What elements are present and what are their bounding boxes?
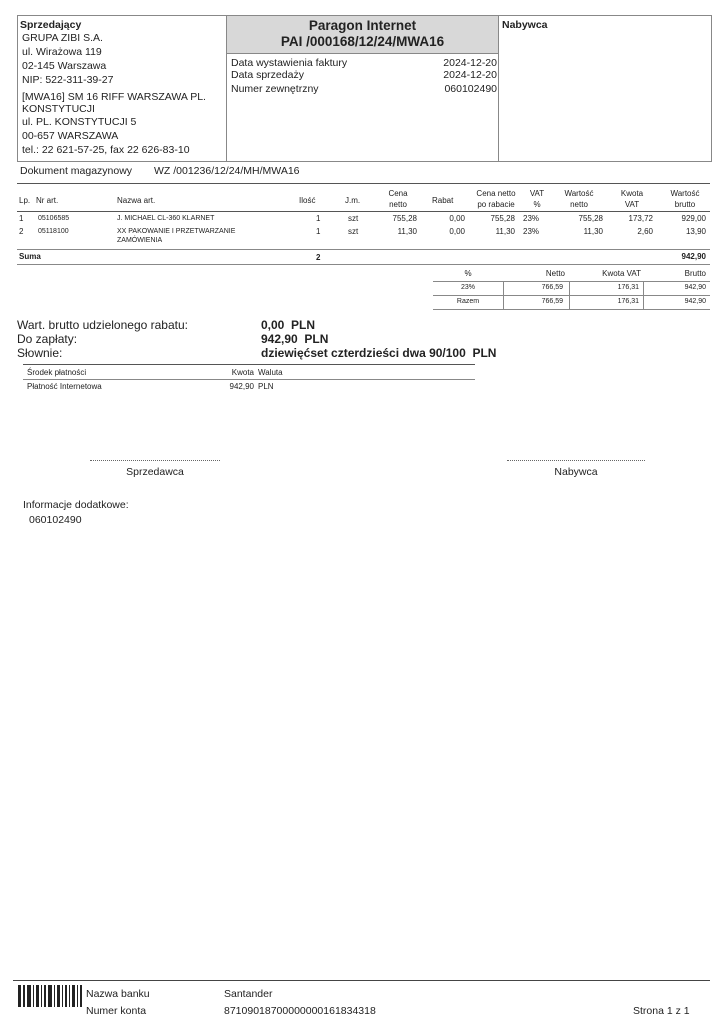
cell-vat-amount: 173,72: [628, 214, 653, 223]
table-border: [433, 309, 710, 310]
seller-phone: tel.: 22 621-57-25, fax 22 626-83-10: [22, 144, 190, 156]
cell-nr: 05106585: [38, 215, 70, 222]
payment-table: [23, 364, 475, 396]
vat-gross: 942,90: [684, 284, 706, 291]
external-number-label: Numer zewnętrzny: [231, 83, 319, 95]
table-row: [433, 283, 710, 294]
seller-label: Sprzedający: [20, 19, 82, 31]
cell-lp: 2: [19, 227, 24, 236]
table-border: [433, 281, 710, 282]
page-label: Strona: [633, 1005, 664, 1017]
seller-branch: [MWA16] SM 16 RIFF WARSZAWA PL.: [22, 91, 206, 103]
page-of: z: [675, 1005, 681, 1017]
table-border: [23, 364, 475, 365]
table-border: [433, 295, 710, 296]
signature-line-buyer: [507, 460, 645, 461]
barcode-icon: [18, 985, 82, 1007]
payment-col-method: Środek płatności: [27, 368, 87, 377]
cell-price: 11,30: [397, 227, 417, 236]
discount-label: Wart. brutto udzielonego rabatu:: [17, 318, 188, 332]
col-header-discount: Rabat: [432, 196, 454, 205]
page-current: 1: [666, 1005, 673, 1017]
sale-date: 2024-12-20: [443, 69, 497, 81]
additional-info-value: 060102490: [29, 514, 82, 526]
table-row: [17, 214, 710, 225]
vat-amount: 176,31: [617, 298, 639, 305]
additional-info-label: Informacje dodatkowe:: [23, 499, 129, 511]
amount-words-value: dziewięćset czterdzieści dwa 90/100 PLN: [261, 346, 497, 360]
buyer-label: Nabywca: [502, 19, 548, 31]
table-border: [23, 379, 475, 380]
seller-name: GRUPA ZIBI S.A.: [22, 32, 103, 44]
col-header-nr: Nr art.: [36, 196, 59, 205]
vat-rate: 23%: [460, 284, 475, 291]
vat-col-vat: Kwota VAT: [602, 269, 641, 278]
sum-label: Suma: [19, 252, 41, 261]
cell-qty: 1: [316, 214, 321, 223]
table-row: [433, 297, 710, 308]
vat-col-gross: Brutto: [684, 269, 706, 278]
col-header-net: netto: [570, 200, 588, 209]
cell-name: ZAMÓWIENIA: [117, 237, 163, 244]
vat-col-rate: %: [464, 269, 472, 278]
vat-net: 766,59: [541, 298, 563, 305]
cell-name: XX PAKOWANIE I PRZETWARZANIE: [117, 228, 236, 235]
cell-discounted-price: 755,28: [490, 214, 515, 223]
payment-currency: PLN: [258, 382, 274, 391]
cell-discount: 0,00: [449, 227, 465, 236]
amount-due-label: Do zapłaty:: [17, 332, 78, 346]
col-header-price: Cena: [388, 189, 408, 198]
account-number: 87109018700000000161834318: [224, 1005, 376, 1017]
vat-amount: 176,31: [617, 284, 639, 291]
cell-discounted-price: 11,30: [495, 227, 515, 236]
discount-value: 0,00 PLN: [261, 318, 316, 332]
payment-method: Płatność Internetowa: [27, 382, 102, 391]
vat-gross: 942,90: [684, 298, 706, 305]
vat-col-net: Netto: [545, 269, 565, 278]
cell-vat-amount: 2,60: [637, 227, 653, 236]
col-header-gross: brutto: [674, 200, 696, 209]
cell-gross: 13,90: [685, 227, 706, 236]
cell-discount: 0,00: [449, 214, 465, 223]
table-row: [17, 227, 710, 247]
col-header-name: Nazwa art.: [117, 196, 156, 205]
col-header-vat: VAT: [529, 189, 545, 198]
cell-name: J. MICHAEL CL-360 KLARNET: [117, 215, 215, 222]
table-border: [17, 249, 710, 250]
seller-nip: NIP: 522-311-39-27: [22, 74, 114, 86]
divider: [503, 281, 504, 310]
issue-date-label: Data wystawienia faktury: [231, 57, 348, 69]
cell-net: 755,28: [578, 214, 603, 223]
cell-unit: szt: [348, 214, 359, 223]
divider: [643, 281, 644, 310]
warehouse-doc-number: WZ /001236/12/24/MH/MWA16: [154, 165, 300, 177]
payment-col-currency: Waluta: [258, 368, 283, 377]
issue-date: 2024-12-20: [443, 57, 497, 69]
col-header-net: Wartość: [564, 189, 594, 198]
cell-qty: 1: [316, 227, 321, 236]
seller-branch: KONSTYTUCJI: [22, 103, 95, 115]
page-total: 1: [683, 1005, 690, 1017]
vat-net: 766,59: [541, 284, 563, 291]
amount-due-value: 942,90 PLN: [261, 332, 329, 346]
bank-name-label: Nazwa banku: [86, 988, 150, 1000]
vat-summary-table: [433, 266, 710, 311]
col-header-lp: Lp.: [19, 196, 31, 205]
seller-city: 02-145 Warszawa: [22, 60, 107, 72]
cell-lp: 1: [19, 214, 24, 223]
cell-price: 755,28: [392, 214, 417, 223]
col-header-qty: Ilość: [299, 196, 316, 205]
warehouse-doc-label: Dokument magazynowy: [20, 165, 133, 177]
divider: [569, 281, 570, 310]
sum-gross: 942,90: [681, 252, 706, 261]
col-header-vat-amount: Kwota: [620, 189, 644, 198]
receipt-number: PAI /000168/12/24/MWA16: [280, 34, 445, 49]
seller-street: ul. Wirażowa 119: [22, 46, 102, 58]
cell-vat: 23%: [523, 227, 540, 236]
bank-name: Santander: [224, 988, 273, 1000]
external-number: 060102490: [444, 83, 497, 95]
amount-words-label: Słownie:: [17, 346, 63, 360]
cell-gross: 929,00: [681, 214, 706, 223]
footer-divider: [13, 980, 710, 981]
sum-qty: 2: [316, 253, 321, 262]
signature-buyer-label: Nabywca: [554, 466, 598, 478]
signature-seller-label: Sprzedawca: [126, 466, 184, 478]
seller-branch-street: ul. PL. KONSTYTUCJI 5: [22, 116, 137, 128]
col-header-vat: %: [533, 200, 541, 209]
vat-rate: Razem: [456, 298, 480, 305]
table-row: [23, 381, 475, 392]
cell-nr: 05118100: [38, 228, 69, 235]
col-header-vat-amount: VAT: [624, 200, 640, 209]
page-indicator: [633, 1005, 690, 1017]
col-header-discounted-price: Cena netto: [476, 189, 516, 198]
col-header-gross: Wartość: [670, 189, 700, 198]
receipt-title: Paragon Internet: [308, 18, 417, 33]
payment-amount: 942,90: [229, 382, 254, 391]
cell-vat: 23%: [523, 214, 540, 223]
table-border: [17, 211, 710, 212]
table-border: [17, 264, 710, 265]
account-number-label: Numer konta: [86, 1005, 147, 1017]
table-border: [17, 183, 710, 184]
col-header-price: netto: [389, 200, 407, 209]
col-header-discounted-price: po rabacie: [477, 200, 515, 209]
signature-line-seller: [90, 460, 220, 461]
payment-col-amount: Kwota: [231, 368, 254, 377]
seller-branch-city: 00-657 WARSZAWA: [22, 130, 119, 142]
cell-unit: szt: [348, 227, 359, 236]
col-header-unit: J.m.: [345, 196, 361, 205]
divider: [498, 15, 499, 161]
sale-date-label: Data sprzedaży: [231, 69, 304, 81]
cell-net: 11,30: [583, 227, 603, 236]
